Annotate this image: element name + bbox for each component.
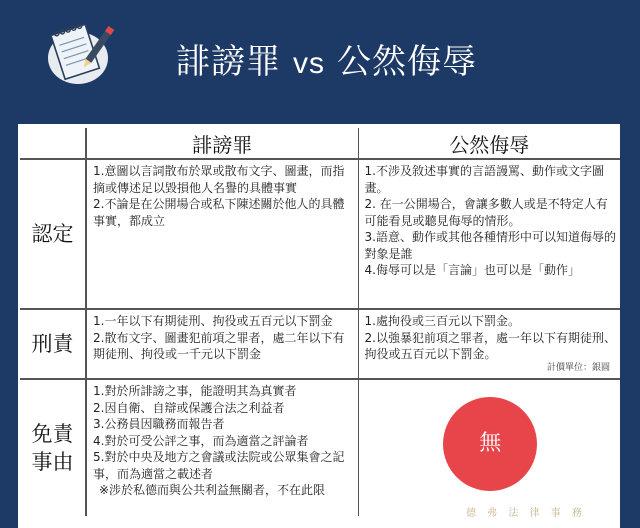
title-right: 公然侮辱 bbox=[337, 42, 477, 82]
table-row-recognition bbox=[20, 159, 620, 309]
comparison-card bbox=[18, 124, 620, 528]
list-item: 3.語意、動作或其他各種情形中可以知道侮辱的對象是誰 bbox=[364, 230, 616, 261]
cell-recognition-insult bbox=[358, 159, 620, 309]
title-left: 誹謗罪 bbox=[176, 42, 281, 82]
list-item: 1.不涉及敘述事實的言語謾罵、動作或文字圖畫。 bbox=[364, 164, 604, 195]
list-item: 2.以強暴犯前項之罪者，處一年以下有期徒刑、拘役或五百元以下罰金。 bbox=[364, 330, 616, 361]
list-item: 4.對於可受公評之事，而為適當之評論者 bbox=[93, 433, 309, 448]
cell-penalty-defamation bbox=[86, 309, 358, 379]
unit-note: 計價單位：銀圓 bbox=[546, 362, 610, 373]
none-stamp: 無 bbox=[443, 397, 537, 491]
list-item: ※涉於私德而與公共利益無關者，不在此限 bbox=[99, 483, 326, 497]
list-item: 4.侮辱可以是「言論」也可以是「動作」 bbox=[364, 263, 580, 277]
row-label-penalty: 刑責 bbox=[20, 309, 86, 379]
list-item: 2.不論是在公開場合或私下陳述關於他人的具體事實，都成立 bbox=[93, 197, 345, 228]
table-header-row bbox=[20, 128, 620, 159]
row-label-exemption bbox=[20, 379, 86, 516]
title-vs: vs bbox=[293, 47, 325, 80]
cell-recognition-defamation bbox=[86, 159, 358, 309]
row-label-exemption-line1: 免責 bbox=[31, 422, 74, 446]
list-item: 1.意圖以言詞散布於眾或散布文字、圖畫，而指摘或傳述足以毀損他人名譽的具體事實 bbox=[93, 164, 345, 195]
list-item: 1.處拘役或三百元以下罰金。 bbox=[364, 314, 520, 328]
row-label-recognition: 認定 bbox=[20, 159, 86, 309]
list-item: 3.公務員因職務而報告者 bbox=[93, 417, 225, 431]
header-defamation: 誹謗罪 bbox=[86, 128, 358, 159]
cell-exemption-defamation bbox=[86, 379, 358, 516]
cell-penalty-insult bbox=[358, 309, 620, 379]
list-item: 5.對於中央及地方之會議或法院或公眾集會之記事，而為適當之載述者 bbox=[93, 450, 345, 481]
list-item: 2. 在一公開場合，會讓多數人或是不特定人有可能看見或聽見侮辱的情形。 bbox=[364, 197, 608, 228]
notebook-pencil-icon bbox=[38, 18, 116, 86]
table-row-exemption bbox=[20, 379, 620, 516]
list-item: 2.散布文字、圖畫犯前項之罪者，處二年以下有期徒刑、拘役或一千元以下罰金 bbox=[93, 330, 345, 361]
table-row-penalty bbox=[20, 309, 620, 379]
list-item: 1.對於所誹謗之事，能證明其為真實者 bbox=[93, 384, 297, 398]
header-insult: 公然侮辱 bbox=[358, 128, 620, 159]
footer-logo: 德 弗 法 律 事 務 bbox=[466, 508, 586, 519]
row-label-exemption-line2: 事由 bbox=[31, 450, 74, 474]
page-title bbox=[176, 34, 477, 83]
header-blank bbox=[20, 128, 86, 159]
cell-exemption-insult bbox=[358, 379, 620, 516]
list-item: 1.一年以下有期徒刑、拘役或五百元以下罰金 bbox=[93, 314, 333, 328]
list-item: 2.因自衛、自辯或保護合法之利益者 bbox=[93, 400, 285, 415]
comparison-table bbox=[20, 128, 620, 516]
